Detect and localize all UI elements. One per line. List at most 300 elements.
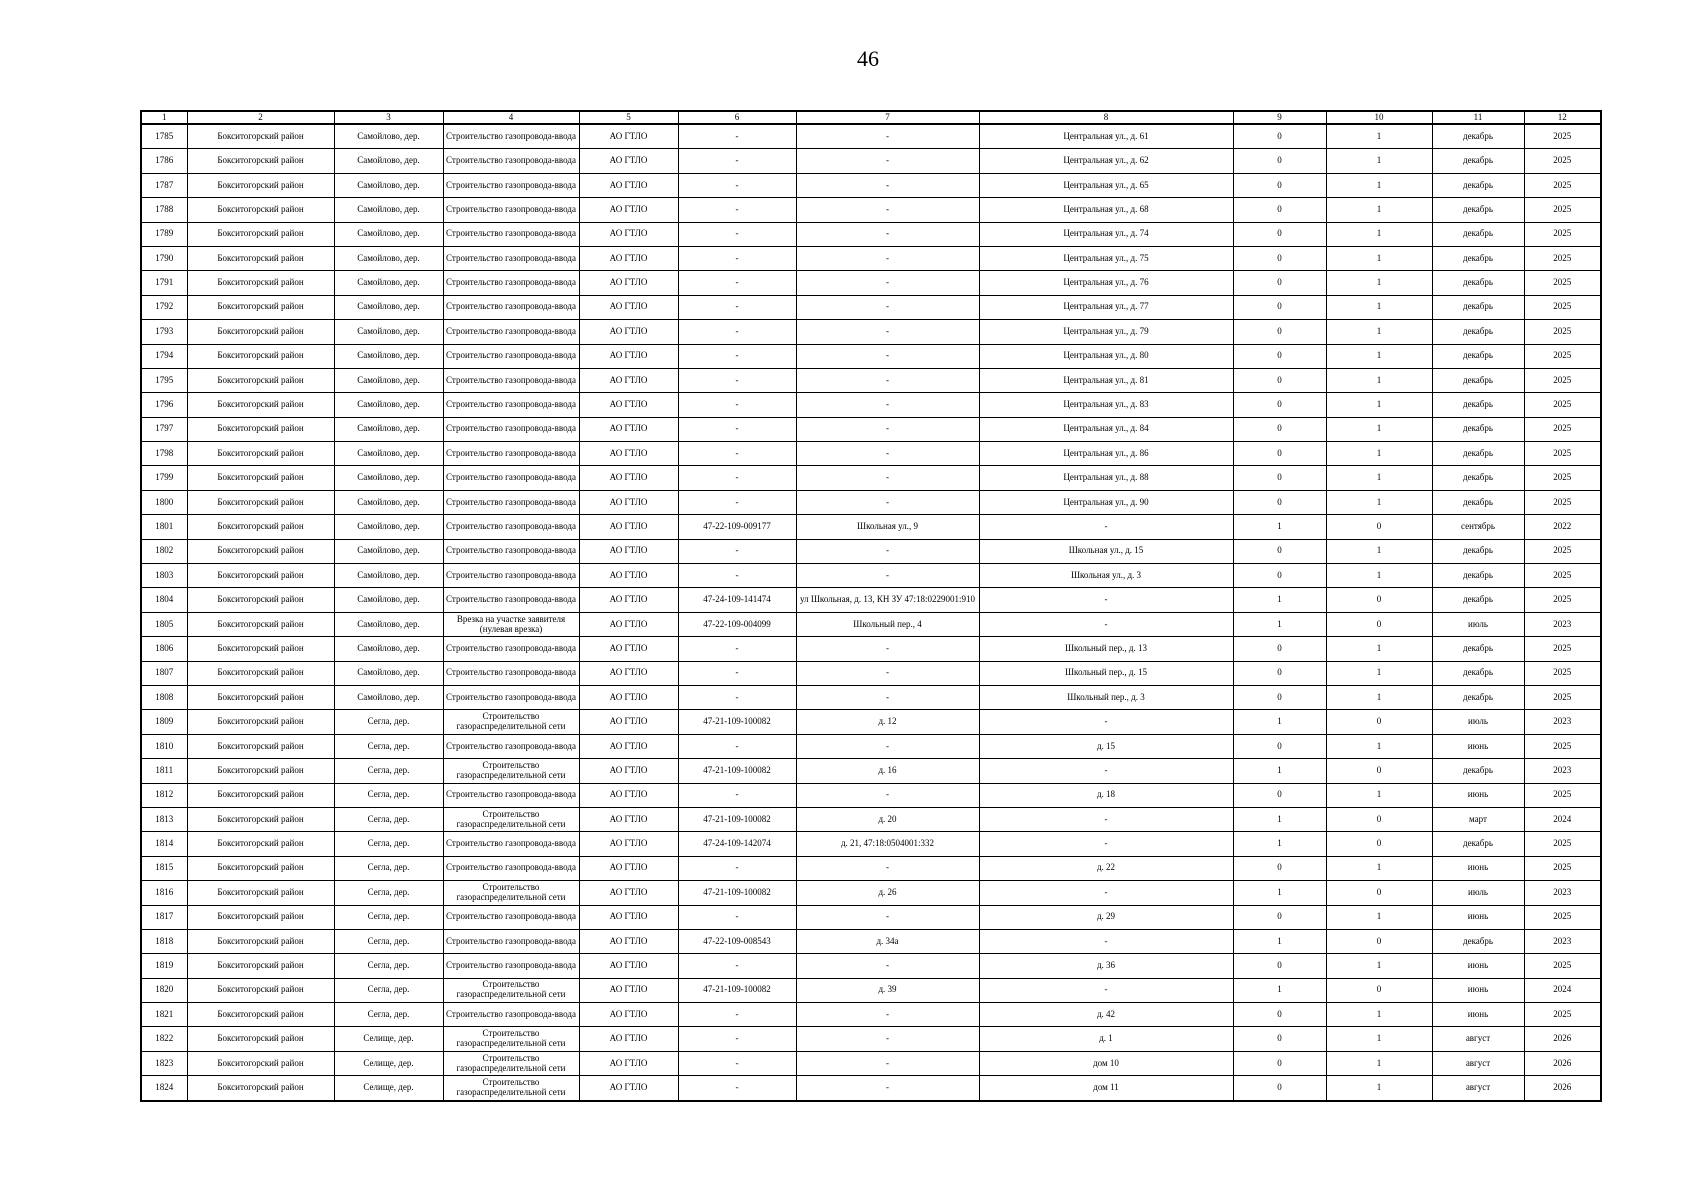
table-row xyxy=(141,295,1601,319)
table-cell-col-10: 1 xyxy=(1326,222,1432,246)
table-cell-col-7: - xyxy=(796,442,979,466)
table-cell-col-3: Сегла, дер. xyxy=(334,807,443,831)
table-cell-col-11: декабрь xyxy=(1432,344,1524,368)
table-row xyxy=(141,320,1601,344)
table-cell-col-7: - xyxy=(796,661,979,685)
table-cell-col-8: - xyxy=(979,807,1233,831)
table-cell-col-9: 0 xyxy=(1233,344,1326,368)
table-cell-col-8: Центральная ул., д. 75 xyxy=(979,246,1233,270)
table-cell-col-4: Строительство газопровода-ввода xyxy=(443,515,579,539)
table-cell-col-3: Самойлово, дер. xyxy=(334,685,443,709)
table-cell-col-3: Сегла, дер. xyxy=(334,734,443,758)
table-cell-col-1: 1816 xyxy=(141,881,187,905)
table-cell-col-7: - xyxy=(796,393,979,417)
table-cell-col-4: Строительство газопровода-ввода xyxy=(443,246,579,270)
table-cell-col-3: Самойлово, дер. xyxy=(334,173,443,197)
table-cell-col-3: Сегла, дер. xyxy=(334,905,443,929)
table-cell-col-5: АО ГТЛО xyxy=(579,1051,678,1075)
table-cell-col-11: декабрь xyxy=(1432,198,1524,222)
table-cell-col-5: АО ГТЛО xyxy=(579,124,678,149)
table-cell-col-3: Самойлово, дер. xyxy=(334,295,443,319)
table-cell-col-7: - xyxy=(796,246,979,270)
table-cell-col-12: 2025 xyxy=(1524,539,1601,563)
table-cell-col-5: АО ГТЛО xyxy=(579,344,678,368)
table-cell-col-11: август xyxy=(1432,1051,1524,1075)
table-cell-col-6: - xyxy=(678,173,796,197)
table-cell-col-8: - xyxy=(979,588,1233,612)
table-cell-col-12: 2025 xyxy=(1524,124,1601,149)
table-cell-col-2: Бокситогорский район xyxy=(187,124,334,149)
table-cell-col-3: Селище, дер. xyxy=(334,1076,443,1101)
table-cell-col-6: 47-24-109-142074 xyxy=(678,832,796,856)
table-cell-col-10: 1 xyxy=(1326,417,1432,441)
table-cell-col-4: Строительство газораспределительной сети xyxy=(443,1051,579,1075)
table-cell-col-10: 1 xyxy=(1326,466,1432,490)
table-cell-col-3: Самойлово, дер. xyxy=(334,612,443,636)
table-cell-col-1: 1795 xyxy=(141,368,187,392)
table-cell-col-12: 2025 xyxy=(1524,466,1601,490)
table-cell-col-1: 1806 xyxy=(141,637,187,661)
table-cell-col-2: Бокситогорский район xyxy=(187,637,334,661)
table-cell-col-3: Самойлово, дер. xyxy=(334,271,443,295)
table-cell-col-5: АО ГТЛО xyxy=(579,417,678,441)
table-cell-col-3: Сегла, дер. xyxy=(334,710,443,734)
table-cell-col-4: Строительство газопровода-ввода xyxy=(443,393,579,417)
table-cell-col-5: АО ГТЛО xyxy=(579,539,678,563)
table-cell-col-5: АО ГТЛО xyxy=(579,393,678,417)
table-cell-col-9: 1 xyxy=(1233,881,1326,905)
table-row xyxy=(141,539,1601,563)
table-cell-col-7: - xyxy=(796,564,979,588)
table-row xyxy=(141,612,1601,636)
table-cell-col-5: АО ГТЛО xyxy=(579,832,678,856)
table-cell-col-10: 1 xyxy=(1326,246,1432,270)
table-cell-col-2: Бокситогорский район xyxy=(187,515,334,539)
table-cell-col-2: Бокситогорский район xyxy=(187,564,334,588)
table-row xyxy=(141,734,1601,758)
table-cell-col-10: 1 xyxy=(1326,539,1432,563)
column-header-6: 6 xyxy=(678,111,796,124)
table-cell-col-6: - xyxy=(678,1051,796,1075)
table-cell-col-4: Строительство газопровода-ввода xyxy=(443,564,579,588)
table-cell-col-6: - xyxy=(678,564,796,588)
table-cell-col-1: 1785 xyxy=(141,124,187,149)
table-cell-col-12: 2025 xyxy=(1524,905,1601,929)
table-cell-col-6: - xyxy=(678,661,796,685)
table-cell-col-11: декабрь xyxy=(1432,442,1524,466)
table-cell-col-11: декабрь xyxy=(1432,368,1524,392)
table-cell-col-11: июнь xyxy=(1432,856,1524,880)
table-cell-col-8: Школьный пер., д. 3 xyxy=(979,685,1233,709)
table-cell-col-7: - xyxy=(796,198,979,222)
table-cell-col-1: 1800 xyxy=(141,490,187,514)
table-cell-col-3: Самойлово, дер. xyxy=(334,124,443,149)
table-row xyxy=(141,588,1601,612)
table-cell-col-12: 2025 xyxy=(1524,320,1601,344)
table-cell-col-4: Строительство газораспределительной сети xyxy=(443,710,579,734)
table-cell-col-12: 2025 xyxy=(1524,271,1601,295)
table-cell-col-12: 2025 xyxy=(1524,685,1601,709)
table-cell-col-9: 0 xyxy=(1233,1003,1326,1027)
table-cell-col-8: дом 11 xyxy=(979,1076,1233,1101)
table-cell-col-8: Центральная ул., д. 84 xyxy=(979,417,1233,441)
table-row xyxy=(141,222,1601,246)
table-cell-col-12: 2023 xyxy=(1524,929,1601,953)
table-cell-col-10: 1 xyxy=(1326,734,1432,758)
table-cell-col-11: август xyxy=(1432,1076,1524,1101)
table-row xyxy=(141,759,1601,783)
table-cell-col-11: август xyxy=(1432,1027,1524,1051)
table-cell-col-10: 0 xyxy=(1326,759,1432,783)
table-cell-col-7: д. 34а xyxy=(796,929,979,953)
table-cell-col-5: АО ГТЛО xyxy=(579,271,678,295)
table-cell-col-10: 0 xyxy=(1326,710,1432,734)
table-row xyxy=(141,344,1601,368)
table-cell-col-8: д. 42 xyxy=(979,1003,1233,1027)
table-cell-col-6: - xyxy=(678,417,796,441)
table-cell-col-2: Бокситогорский район xyxy=(187,539,334,563)
table-cell-col-1: 1811 xyxy=(141,759,187,783)
table-cell-col-2: Бокситогорский район xyxy=(187,1051,334,1075)
table-cell-col-7: - xyxy=(796,344,979,368)
table-cell-col-8: - xyxy=(979,978,1233,1002)
table-cell-col-5: АО ГТЛО xyxy=(579,442,678,466)
table-cell-col-10: 1 xyxy=(1326,661,1432,685)
table-cell-col-9: 0 xyxy=(1233,417,1326,441)
table-cell-col-8: - xyxy=(979,759,1233,783)
table-cell-col-6: - xyxy=(678,637,796,661)
table-cell-col-9: 0 xyxy=(1233,173,1326,197)
table-cell-col-4: Строительство газораспределительной сети xyxy=(443,807,579,831)
table-row xyxy=(141,246,1601,270)
table-cell-col-8: Центральная ул., д. 68 xyxy=(979,198,1233,222)
table-cell-col-4: Строительство газопровода-ввода xyxy=(443,320,579,344)
table-cell-col-5: АО ГТЛО xyxy=(579,734,678,758)
table-row xyxy=(141,515,1601,539)
table-cell-col-5: АО ГТЛО xyxy=(579,173,678,197)
table-cell-col-4: Строительство газопровода-ввода xyxy=(443,344,579,368)
table-cell-col-6: 47-24-109-141474 xyxy=(678,588,796,612)
table-cell-col-11: декабрь xyxy=(1432,173,1524,197)
table-cell-col-1: 1796 xyxy=(141,393,187,417)
table-cell-col-1: 1821 xyxy=(141,1003,187,1027)
table-cell-col-12: 2025 xyxy=(1524,954,1601,978)
table-cell-col-6: - xyxy=(678,954,796,978)
table-cell-col-10: 1 xyxy=(1326,124,1432,149)
table-cell-col-8: - xyxy=(979,832,1233,856)
table-cell-col-8: Центральная ул., д. 79 xyxy=(979,320,1233,344)
table-cell-col-10: 1 xyxy=(1326,1027,1432,1051)
table-cell-col-7: - xyxy=(796,905,979,929)
table-cell-col-10: 1 xyxy=(1326,320,1432,344)
table-cell-col-12: 2025 xyxy=(1524,734,1601,758)
table-cell-col-3: Самойлово, дер. xyxy=(334,393,443,417)
table-cell-col-2: Бокситогорский район xyxy=(187,393,334,417)
table-cell-col-2: Бокситогорский район xyxy=(187,905,334,929)
table-cell-col-8: Центральная ул., д. 65 xyxy=(979,173,1233,197)
table-cell-col-9: 0 xyxy=(1233,490,1326,514)
table-cell-col-5: АО ГТЛО xyxy=(579,905,678,929)
table-cell-col-7: Школьная ул., 9 xyxy=(796,515,979,539)
table-cell-col-10: 1 xyxy=(1326,1003,1432,1027)
table-cell-col-4: Строительство газопровода-ввода xyxy=(443,954,579,978)
table-cell-col-6: - xyxy=(678,442,796,466)
table-cell-col-9: 0 xyxy=(1233,564,1326,588)
table-cell-col-9: 0 xyxy=(1233,246,1326,270)
table-cell-col-5: АО ГТЛО xyxy=(579,368,678,392)
table-cell-col-4: Строительство газораспределительной сети xyxy=(443,978,579,1002)
table-row xyxy=(141,661,1601,685)
table-cell-col-8: Центральная ул., д. 77 xyxy=(979,295,1233,319)
table-cell-col-3: Самойлово, дер. xyxy=(334,466,443,490)
table-cell-col-4: Строительство газопровода-ввода xyxy=(443,588,579,612)
table-row xyxy=(141,783,1601,807)
table-row xyxy=(141,929,1601,953)
table-cell-col-1: 1802 xyxy=(141,539,187,563)
table-cell-col-10: 1 xyxy=(1326,149,1432,173)
table-cell-col-2: Бокситогорский район xyxy=(187,807,334,831)
table-cell-col-1: 1786 xyxy=(141,149,187,173)
table-cell-col-12: 2026 xyxy=(1524,1027,1601,1051)
table-cell-col-2: Бокситогорский район xyxy=(187,246,334,270)
table-cell-col-2: Бокситогорский район xyxy=(187,612,334,636)
table-cell-col-7: - xyxy=(796,637,979,661)
table-cell-col-3: Селище, дер. xyxy=(334,1027,443,1051)
table-row xyxy=(141,393,1601,417)
table-cell-col-1: 1813 xyxy=(141,807,187,831)
table-cell-col-10: 1 xyxy=(1326,685,1432,709)
table-cell-col-11: июнь xyxy=(1432,978,1524,1002)
table-cell-col-12: 2025 xyxy=(1524,149,1601,173)
table-cell-col-1: 1809 xyxy=(141,710,187,734)
table-cell-col-9: 0 xyxy=(1233,1051,1326,1075)
table-cell-col-9: 1 xyxy=(1233,832,1326,856)
table-cell-col-1: 1808 xyxy=(141,685,187,709)
table-cell-col-11: июль xyxy=(1432,612,1524,636)
table-cell-col-11: декабрь xyxy=(1432,661,1524,685)
table-cell-col-2: Бокситогорский район xyxy=(187,881,334,905)
table-cell-col-9: 1 xyxy=(1233,588,1326,612)
table-cell-col-12: 2025 xyxy=(1524,368,1601,392)
table-cell-col-3: Самойлово, дер. xyxy=(334,637,443,661)
table-cell-col-11: декабрь xyxy=(1432,271,1524,295)
table-cell-col-10: 1 xyxy=(1326,490,1432,514)
table-cell-col-2: Бокситогорский район xyxy=(187,198,334,222)
table-cell-col-2: Бокситогорский район xyxy=(187,1027,334,1051)
table-cell-col-2: Бокситогорский район xyxy=(187,1003,334,1027)
table-cell-col-11: декабрь xyxy=(1432,685,1524,709)
table-cell-col-11: июнь xyxy=(1432,734,1524,758)
table-cell-col-8: д. 18 xyxy=(979,783,1233,807)
table-cell-col-7: - xyxy=(796,368,979,392)
column-header-12: 12 xyxy=(1524,111,1601,124)
table-cell-col-5: АО ГТЛО xyxy=(579,490,678,514)
table-cell-col-7: - xyxy=(796,954,979,978)
table-cell-col-4: Строительство газопровода-ввода xyxy=(443,905,579,929)
table-cell-col-11: декабрь xyxy=(1432,222,1524,246)
table-cell-col-4: Строительство газопровода-ввода xyxy=(443,734,579,758)
table-cell-col-3: Самойлово, дер. xyxy=(334,442,443,466)
table-cell-col-11: июль xyxy=(1432,710,1524,734)
table-cell-col-9: 0 xyxy=(1233,320,1326,344)
table-cell-col-9: 0 xyxy=(1233,905,1326,929)
column-header-5: 5 xyxy=(579,111,678,124)
table-cell-col-6: 47-21-109-100082 xyxy=(678,807,796,831)
table-cell-col-9: 0 xyxy=(1233,368,1326,392)
table-cell-col-6: - xyxy=(678,685,796,709)
table-cell-col-1: 1818 xyxy=(141,929,187,953)
table-cell-col-11: декабрь xyxy=(1432,295,1524,319)
table-cell-col-1: 1792 xyxy=(141,295,187,319)
table-cell-col-6: - xyxy=(678,295,796,319)
table-cell-col-9: 0 xyxy=(1233,1027,1326,1051)
table-cell-col-10: 1 xyxy=(1326,1076,1432,1101)
column-header-10: 10 xyxy=(1326,111,1432,124)
column-header-9: 9 xyxy=(1233,111,1326,124)
table-cell-col-7: д. 21, 47:18:0504001:332 xyxy=(796,832,979,856)
table-cell-col-1: 1812 xyxy=(141,783,187,807)
table-cell-col-4: Строительство газопровода-ввода xyxy=(443,685,579,709)
table-cell-col-11: декабрь xyxy=(1432,417,1524,441)
table-cell-col-12: 2025 xyxy=(1524,856,1601,880)
table-cell-col-2: Бокситогорский район xyxy=(187,271,334,295)
table-cell-col-10: 1 xyxy=(1326,954,1432,978)
table-cell-col-8: д. 36 xyxy=(979,954,1233,978)
table-cell-col-6: 47-21-109-100082 xyxy=(678,759,796,783)
table-cell-col-3: Самойлово, дер. xyxy=(334,564,443,588)
table-cell-col-8: Центральная ул., д. 83 xyxy=(979,393,1233,417)
table-cell-col-7: - xyxy=(796,1076,979,1101)
table-cell-col-11: сентябрь xyxy=(1432,515,1524,539)
table-cell-col-2: Бокситогорский район xyxy=(187,685,334,709)
table-cell-col-10: 1 xyxy=(1326,295,1432,319)
table-cell-col-2: Бокситогорский район xyxy=(187,344,334,368)
table-cell-col-9: 0 xyxy=(1233,442,1326,466)
table-cell-col-12: 2025 xyxy=(1524,1003,1601,1027)
table-cell-col-4: Строительство газопровода-ввода xyxy=(443,637,579,661)
table-cell-col-3: Самойлово, дер. xyxy=(334,198,443,222)
table-cell-col-10: 0 xyxy=(1326,515,1432,539)
table-cell-col-4: Строительство газопровода-ввода xyxy=(443,368,579,392)
table-cell-col-8: Центральная ул., д. 88 xyxy=(979,466,1233,490)
table-cell-col-3: Сегла, дер. xyxy=(334,1003,443,1027)
table-cell-col-4: Строительство газопровода-ввода xyxy=(443,783,579,807)
table-cell-col-6: 47-22-109-004099 xyxy=(678,612,796,636)
table-cell-col-10: 0 xyxy=(1326,588,1432,612)
table-cell-col-4: Строительство газопровода-ввода xyxy=(443,295,579,319)
table-cell-col-10: 1 xyxy=(1326,783,1432,807)
table-cell-col-8: д. 1 xyxy=(979,1027,1233,1051)
table-cell-col-10: 1 xyxy=(1326,856,1432,880)
table-cell-col-1: 1788 xyxy=(141,198,187,222)
table-cell-col-6: - xyxy=(678,539,796,563)
table-cell-col-12: 2025 xyxy=(1524,173,1601,197)
table-cell-col-1: 1799 xyxy=(141,466,187,490)
table-cell-col-5: АО ГТЛО xyxy=(579,759,678,783)
table-cell-col-4: Строительство газопровода-ввода xyxy=(443,832,579,856)
table-cell-col-8: Центральная ул., д. 74 xyxy=(979,222,1233,246)
table-cell-col-6: 47-21-109-100082 xyxy=(678,978,796,1002)
table-cell-col-9: 0 xyxy=(1233,539,1326,563)
table-cell-col-11: декабрь xyxy=(1432,539,1524,563)
table-row xyxy=(141,856,1601,880)
table-cell-col-5: АО ГТЛО xyxy=(579,1076,678,1101)
table-cell-col-12: 2025 xyxy=(1524,783,1601,807)
table-cell-col-8: д. 22 xyxy=(979,856,1233,880)
table-cell-col-1: 1789 xyxy=(141,222,187,246)
table-cell-col-6: - xyxy=(678,344,796,368)
table-cell-col-10: 0 xyxy=(1326,832,1432,856)
table-cell-col-9: 0 xyxy=(1233,1076,1326,1101)
table-cell-col-6: - xyxy=(678,466,796,490)
table-cell-col-8: Центральная ул., д. 80 xyxy=(979,344,1233,368)
table-cell-col-1: 1823 xyxy=(141,1051,187,1075)
data-table xyxy=(140,110,1602,1102)
table-cell-col-8: Школьный пер., д. 15 xyxy=(979,661,1233,685)
table-cell-col-11: декабрь xyxy=(1432,832,1524,856)
table-cell-col-3: Самойлово, дер. xyxy=(334,320,443,344)
table-cell-col-8: Центральная ул., д. 61 xyxy=(979,124,1233,149)
table-cell-col-7: - xyxy=(796,295,979,319)
table-row xyxy=(141,954,1601,978)
table-cell-col-6: - xyxy=(678,198,796,222)
table-cell-col-1: 1801 xyxy=(141,515,187,539)
table-cell-col-10: 0 xyxy=(1326,612,1432,636)
table-cell-col-8: - xyxy=(979,881,1233,905)
table-cell-col-6: - xyxy=(678,490,796,514)
table-cell-col-4: Строительство газопровода-ввода xyxy=(443,173,579,197)
table-cell-col-7: - xyxy=(796,417,979,441)
table-cell-col-6: 47-22-109-008543 xyxy=(678,929,796,953)
table-cell-col-9: 1 xyxy=(1233,612,1326,636)
table-cell-col-8: Школьный пер., д. 13 xyxy=(979,637,1233,661)
table-row xyxy=(141,710,1601,734)
table-cell-col-3: Сегла, дер. xyxy=(334,856,443,880)
table-cell-col-8: Центральная ул., д. 90 xyxy=(979,490,1233,514)
table-cell-col-6: 47-21-109-100082 xyxy=(678,881,796,905)
table-cell-col-11: декабрь xyxy=(1432,246,1524,270)
table-cell-col-8: Школьная ул., д. 3 xyxy=(979,564,1233,588)
column-header-11: 11 xyxy=(1432,111,1524,124)
table-cell-col-4: Строительство газораспределительной сети xyxy=(443,1027,579,1051)
table-cell-col-5: АО ГТЛО xyxy=(579,246,678,270)
table-cell-col-5: АО ГТЛО xyxy=(579,1003,678,1027)
table-cell-col-11: июль xyxy=(1432,881,1524,905)
table-row xyxy=(141,881,1601,905)
table-cell-col-10: 1 xyxy=(1326,368,1432,392)
table-cell-col-3: Сегла, дер. xyxy=(334,759,443,783)
table-cell-col-7: Школьный пер., 4 xyxy=(796,612,979,636)
table-cell-col-12: 2024 xyxy=(1524,807,1601,831)
table-header xyxy=(141,111,1601,124)
table-row xyxy=(141,685,1601,709)
table-cell-col-8: Центральная ул., д. 76 xyxy=(979,271,1233,295)
table-cell-col-9: 1 xyxy=(1233,978,1326,1002)
table-cell-col-12: 2025 xyxy=(1524,564,1601,588)
table-cell-col-12: 2025 xyxy=(1524,832,1601,856)
table-cell-col-4: Строительство газопровода-ввода xyxy=(443,271,579,295)
table-cell-col-6: - xyxy=(678,222,796,246)
table-cell-col-2: Бокситогорский район xyxy=(187,832,334,856)
table-cell-col-2: Бокситогорский район xyxy=(187,222,334,246)
table-cell-col-8: - xyxy=(979,612,1233,636)
table-row xyxy=(141,637,1601,661)
table-row xyxy=(141,564,1601,588)
table-cell-col-4: Строительство газопровода-ввода xyxy=(443,442,579,466)
table-cell-col-2: Бокситогорский район xyxy=(187,295,334,319)
table-cell-col-2: Бокситогорский район xyxy=(187,588,334,612)
table-cell-col-9: 0 xyxy=(1233,198,1326,222)
